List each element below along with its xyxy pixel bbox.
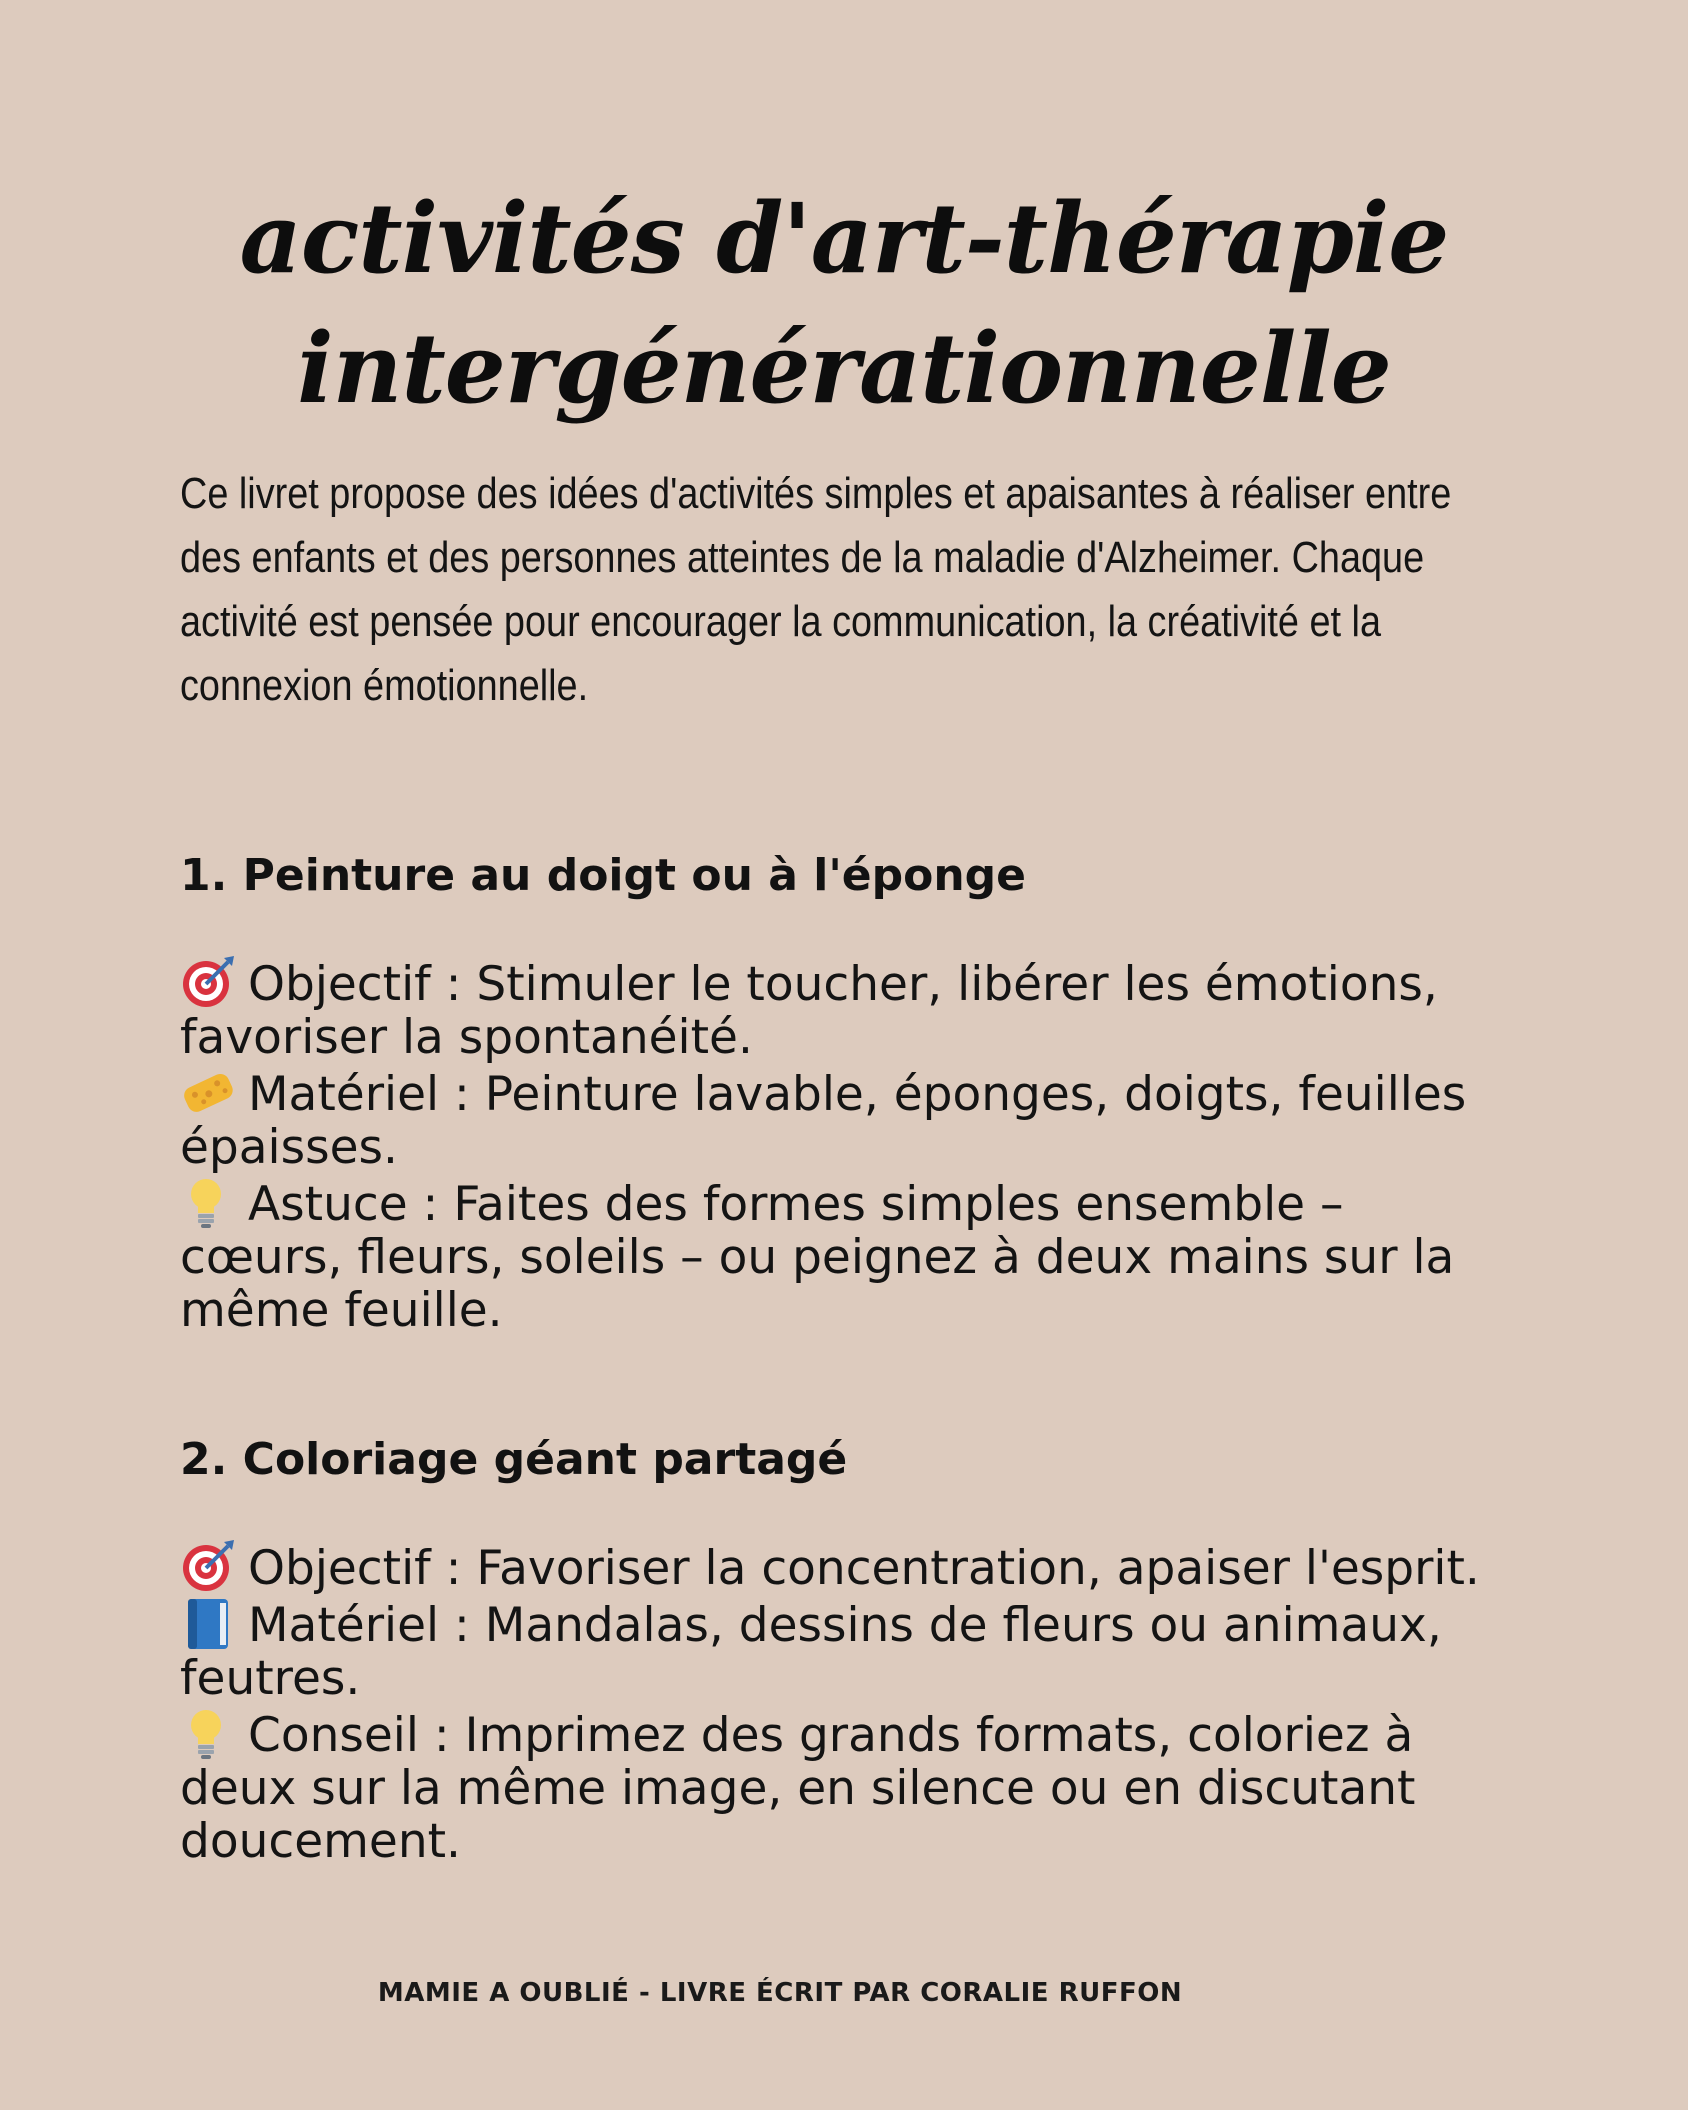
material-item [180, 1064, 1520, 1174]
book-icon [180, 1595, 236, 1651]
lightbulb-icon [180, 1174, 236, 1230]
section-title: 1. Peinture au doigt ou à l'éponge [180, 850, 1027, 901]
sponge-icon [180, 1064, 236, 1120]
tip-item [180, 1174, 1520, 1337]
material-text: Matériel : Mandalas, dessins de fleurs ou animaux, feutres. [180, 1598, 1442, 1706]
target-icon [180, 954, 236, 1010]
objective-item [180, 954, 1520, 1064]
intro-paragraph: Ce livret propose des idées d'activités simples et apaisantes à réaliser entre des enfants et des personnes atteintes de la maladie d'Alzheimer. Chaque activité est pensée pour encourager la communication, la créativité et la connexion émotionnelle. [180, 469, 1452, 710]
footer-credit: MAMIE A OUBLIÉ - LIVRE ÉCRIT PAR CORALIE RUFFON [377, 1978, 1183, 2008]
objective-text: Objectif : Favoriser la concentration, apaiser l'esprit. [248, 1541, 1480, 1596]
target-icon [180, 1538, 236, 1594]
tip-item [180, 1705, 1520, 1868]
material-text: Matériel : Peinture lavable, éponges, doigts, feuilles épaisses. [180, 1067, 1467, 1175]
title-line-1: activités d'art-thérapie [239, 182, 1449, 296]
title-line-2: intergénérationnelle [297, 312, 1391, 426]
lightbulb-icon [180, 1705, 236, 1761]
page-title [0, 174, 1688, 434]
material-item [180, 1595, 1520, 1705]
section-title: 2. Coloriage géant partagé [180, 1434, 848, 1485]
objective-text: Objectif : Stimuler le toucher, libérer les émotions, favoriser la spontanéité. [180, 957, 1438, 1065]
tip-text: Conseil : Imprimez des grands formats, coloriez à deux sur la même image, en silence ou en discutant doucement. [180, 1708, 1416, 1869]
activity-section-1 [180, 848, 1520, 1337]
tip-text: Astuce : Faites des formes simples ensemble – cœurs, fleurs, soleils – ou peignez à deux mains sur la même feuille. [180, 1177, 1455, 1338]
objective-item [180, 1538, 1520, 1595]
activity-section-2 [180, 1432, 1520, 1868]
